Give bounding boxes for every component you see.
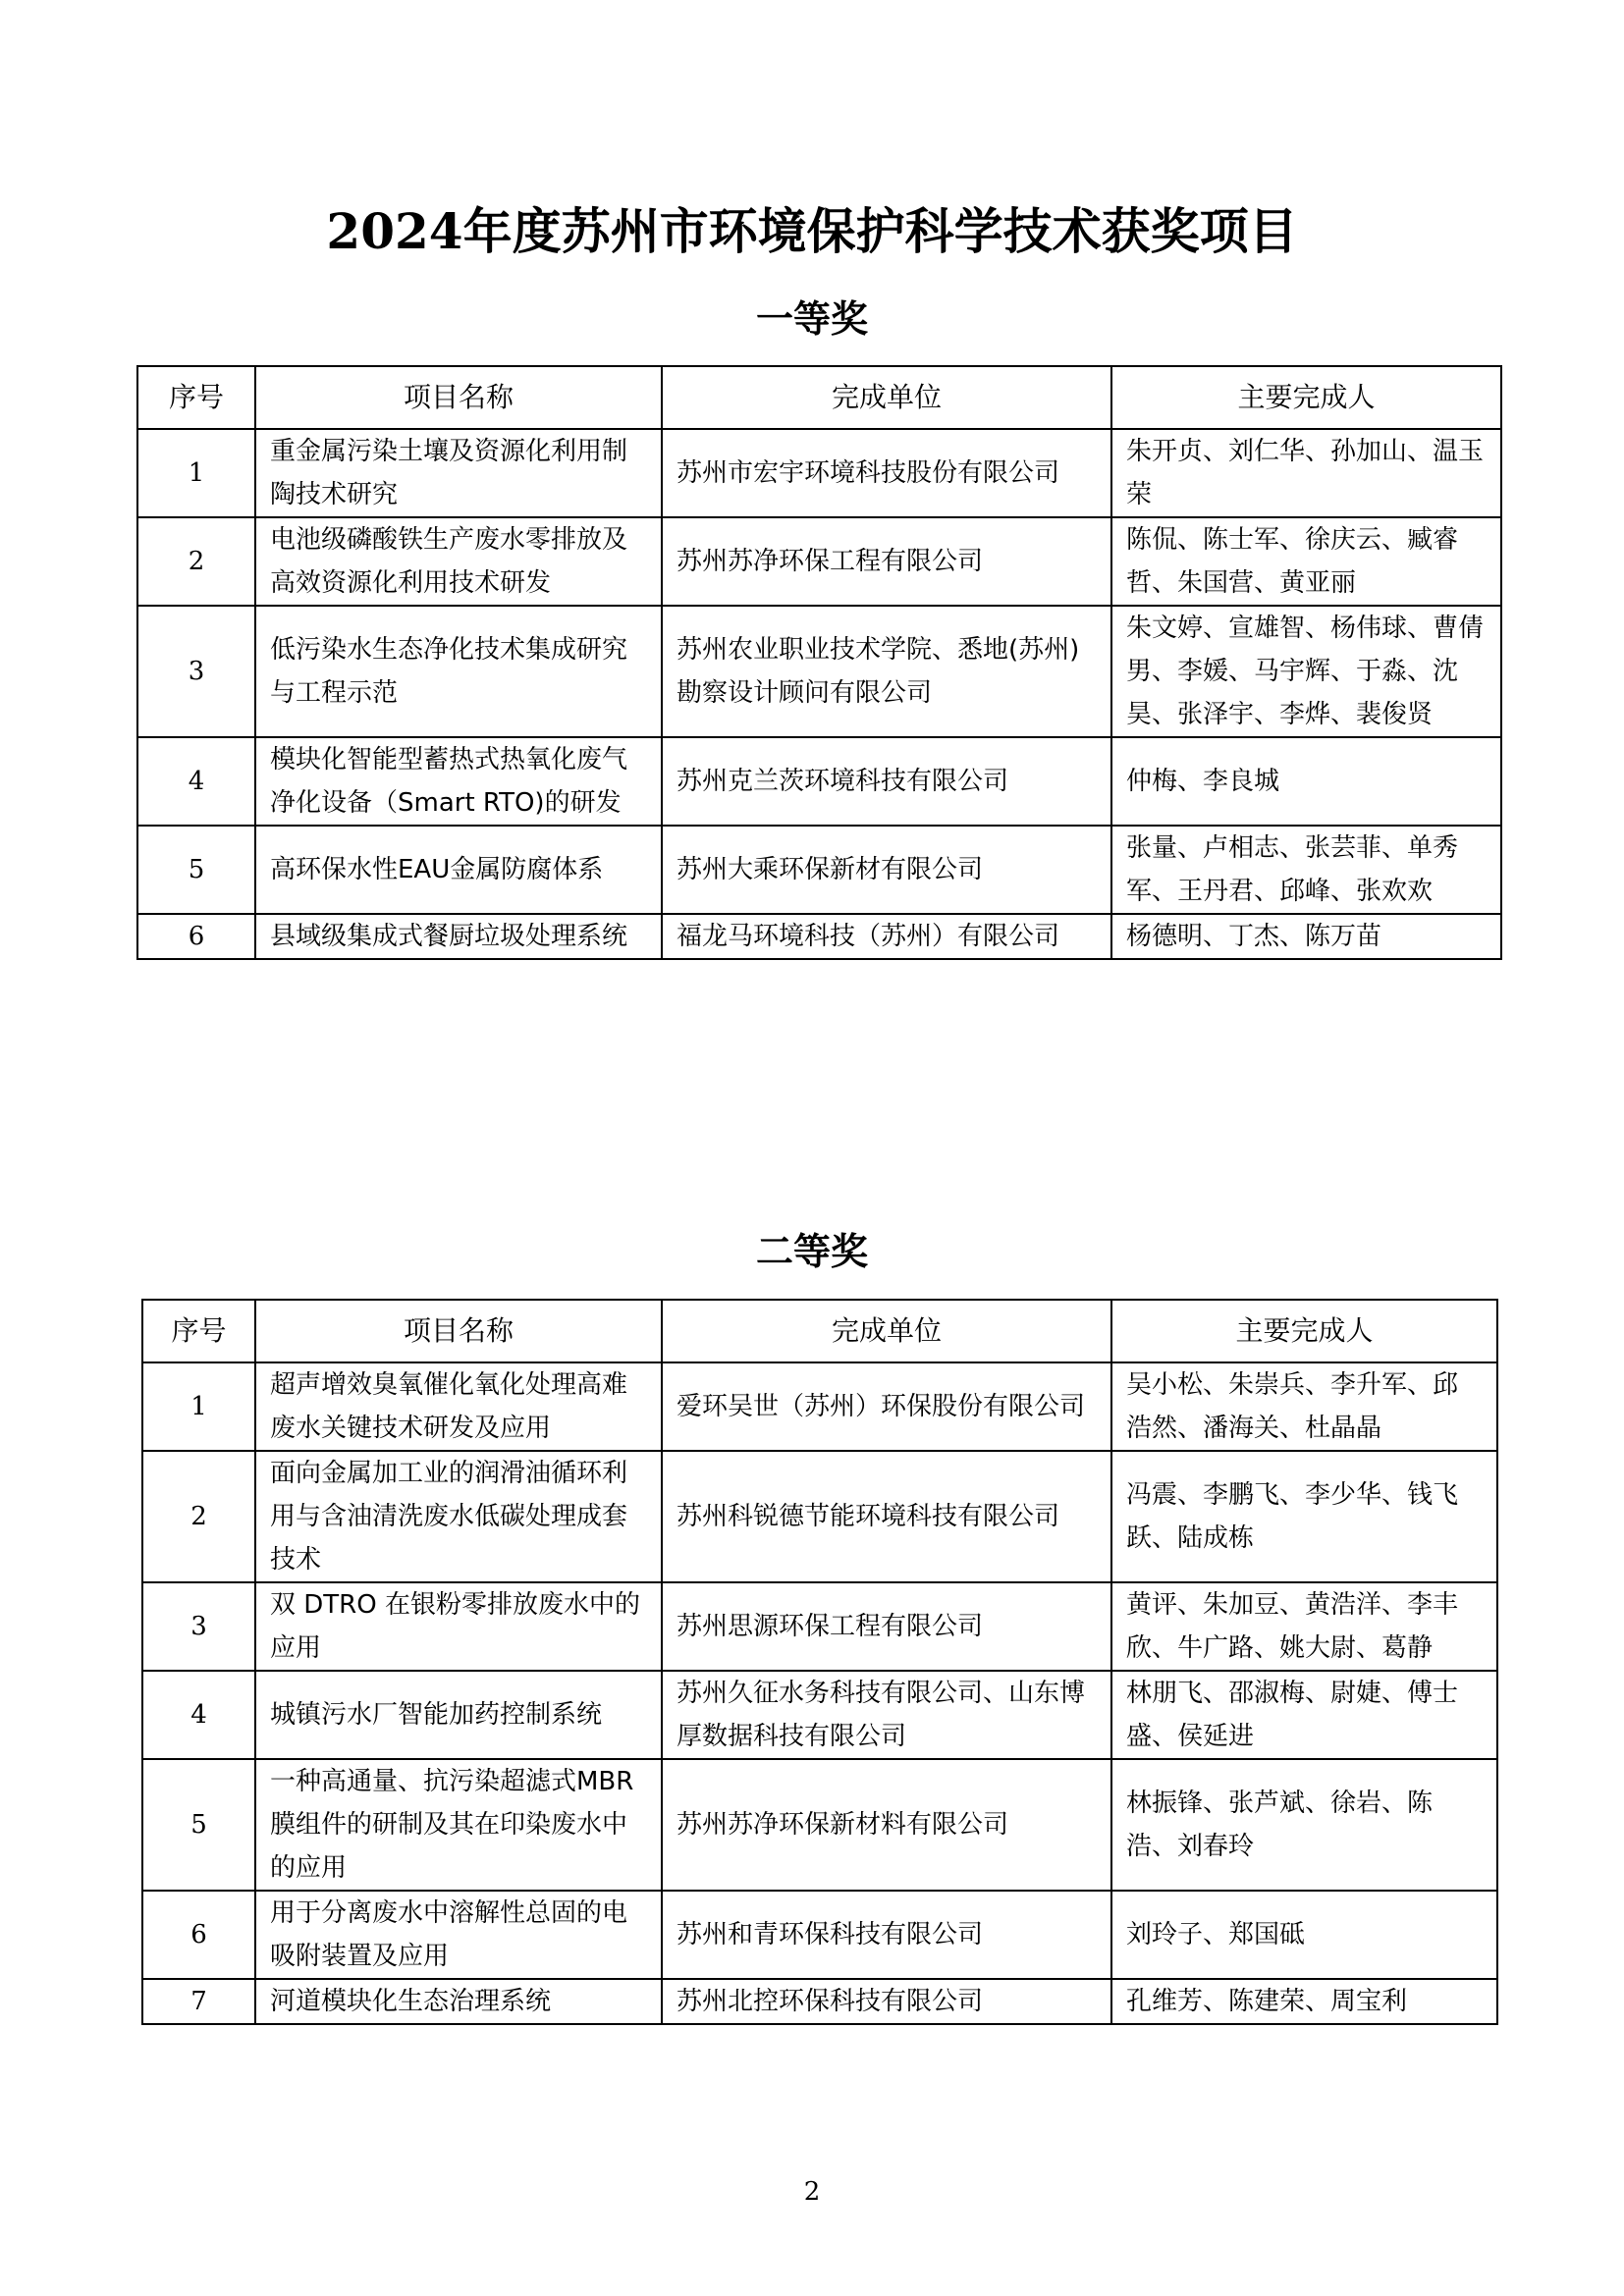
header-index: 序号	[142, 1300, 255, 1362]
row-people: 刘玲子、郑国砥	[1111, 1891, 1497, 1979]
row-index: 3	[142, 1582, 255, 1671]
row-project-name: 用于分离废水中溶解性总固的电吸附装置及应用	[255, 1891, 662, 1979]
row-project-name: 县域级集成式餐厨垃圾处理系统	[255, 914, 662, 959]
row-project-name: 低污染水生态净化技术集成研究与工程示范	[255, 606, 662, 737]
row-index: 2	[142, 1451, 255, 1582]
row-unit: 苏州苏净环保工程有限公司	[662, 517, 1111, 606]
header-people: 主要完成人	[1111, 366, 1501, 429]
row-unit: 苏州久征水务科技有限公司、山东博厚数据科技有限公司	[662, 1671, 1111, 1759]
row-people: 朱文婷、宣雄智、杨伟球、曹倩男、李媛、马宇辉、于淼、沈昊、张泽宇、李烨、裴俊贤	[1111, 606, 1501, 737]
row-index: 1	[142, 1362, 255, 1451]
table-row	[137, 517, 1501, 606]
row-project-name: 超声增效臭氧催化氧化处理高难废水关键技术研发及应用	[255, 1362, 662, 1451]
table-row	[137, 826, 1501, 914]
row-unit: 爱环吴世（苏州）环保股份有限公司	[662, 1362, 1111, 1451]
table-row	[137, 914, 1501, 959]
row-project-name: 双 DTRO 在银粉零排放废水中的应用	[255, 1582, 662, 1671]
row-people: 陈侃、陈士军、徐庆云、臧睿哲、朱国营、黄亚丽	[1111, 517, 1501, 606]
table-row	[142, 1671, 1497, 1759]
table-row	[142, 1979, 1497, 2024]
second-prize-table	[141, 1299, 1498, 2025]
table-header-row	[137, 366, 1501, 429]
first-prize-table	[136, 365, 1502, 960]
row-project-name: 电池级磷酸铁生产废水零排放及高效资源化利用技术研发	[255, 517, 662, 606]
row-index: 6	[137, 914, 255, 959]
section-title-first-prize: 一等奖	[755, 296, 868, 341]
row-unit: 苏州苏净环保新材料有限公司	[662, 1759, 1111, 1891]
row-project-name: 高环保水性EAU金属防腐体系	[255, 826, 662, 914]
table-row	[142, 1451, 1497, 1582]
table-row	[137, 429, 1501, 517]
row-unit: 苏州克兰茨环境科技有限公司	[662, 737, 1111, 826]
row-index: 5	[137, 826, 255, 914]
row-index: 2	[137, 517, 255, 606]
row-unit: 苏州农业职业技术学院、悉地(苏州)勘察设计顾问有限公司	[662, 606, 1111, 737]
section-title-second-prize: 二等奖	[755, 1229, 868, 1273]
table-row	[142, 1362, 1497, 1451]
row-people: 仲梅、李良城	[1111, 737, 1501, 826]
header-project-name: 项目名称	[255, 1300, 662, 1362]
row-unit: 苏州思源环保工程有限公司	[662, 1582, 1111, 1671]
row-unit: 苏州科锐德节能环境科技有限公司	[662, 1451, 1111, 1582]
row-people: 林振锋、张芦斌、徐岩、陈浩、刘春玲	[1111, 1759, 1497, 1891]
table-row	[137, 737, 1501, 826]
row-index: 5	[142, 1759, 255, 1891]
header-people: 主要完成人	[1111, 1300, 1497, 1362]
header-unit: 完成单位	[662, 1300, 1111, 1362]
page-number: 2	[803, 2177, 821, 2207]
row-unit: 苏州北控环保科技有限公司	[662, 1979, 1111, 2024]
table-row	[142, 1582, 1497, 1671]
row-people: 杨德明、丁杰、陈万苗	[1111, 914, 1501, 959]
row-people: 张量、卢相志、张芸菲、单秀军、王丹君、邱峰、张欢欢	[1111, 826, 1501, 914]
row-people: 朱开贞、刘仁华、孙加山、温玉荣	[1111, 429, 1501, 517]
page-title: 2024年度苏州市环境保护科学技术获奖项目	[326, 202, 1298, 260]
table-header-row	[142, 1300, 1497, 1362]
row-unit: 苏州市宏宇环境科技股份有限公司	[662, 429, 1111, 517]
row-people: 黄评、朱加豆、黄浩洋、李丰欣、牛广路、姚大尉、葛静	[1111, 1582, 1497, 1671]
header-index: 序号	[137, 366, 255, 429]
row-project-name: 重金属污染土壤及资源化利用制陶技术研究	[255, 429, 662, 517]
row-unit: 苏州大乘环保新材有限公司	[662, 826, 1111, 914]
row-people: 林朋飞、邵淑梅、尉婕、傅士盛、侯延进	[1111, 1671, 1497, 1759]
row-unit: 福龙马环境科技（苏州）有限公司	[662, 914, 1111, 959]
row-project-name: 面向金属加工业的润滑油循环利用与含油清洗废水低碳处理成套技术	[255, 1451, 662, 1582]
row-project-name: 一种高通量、抗污染超滤式MBR膜组件的研制及其在印染废水中的应用	[255, 1759, 662, 1891]
row-project-name: 模块化智能型蓄热式热氧化废气净化设备（Smart RTO)的研发	[255, 737, 662, 826]
header-unit: 完成单位	[662, 366, 1111, 429]
row-people: 冯震、李鹏飞、李少华、钱飞跃、陆成栋	[1111, 1451, 1497, 1582]
row-index: 4	[142, 1671, 255, 1759]
table-row	[137, 606, 1501, 737]
row-index: 3	[137, 606, 255, 737]
row-people: 吴小松、朱崇兵、李升军、邱浩然、潘海关、杜晶晶	[1111, 1362, 1497, 1451]
row-people: 孔维芳、陈建荣、周宝利	[1111, 1979, 1497, 2024]
header-project-name: 项目名称	[255, 366, 662, 429]
row-index: 1	[137, 429, 255, 517]
row-index: 6	[142, 1891, 255, 1979]
row-project-name: 城镇污水厂智能加药控制系统	[255, 1671, 662, 1759]
row-project-name: 河道模块化生态治理系统	[255, 1979, 662, 2024]
row-index: 4	[137, 737, 255, 826]
row-index: 7	[142, 1979, 255, 2024]
table-row	[142, 1759, 1497, 1891]
table-row	[142, 1891, 1497, 1979]
row-unit: 苏州和青环保科技有限公司	[662, 1891, 1111, 1979]
